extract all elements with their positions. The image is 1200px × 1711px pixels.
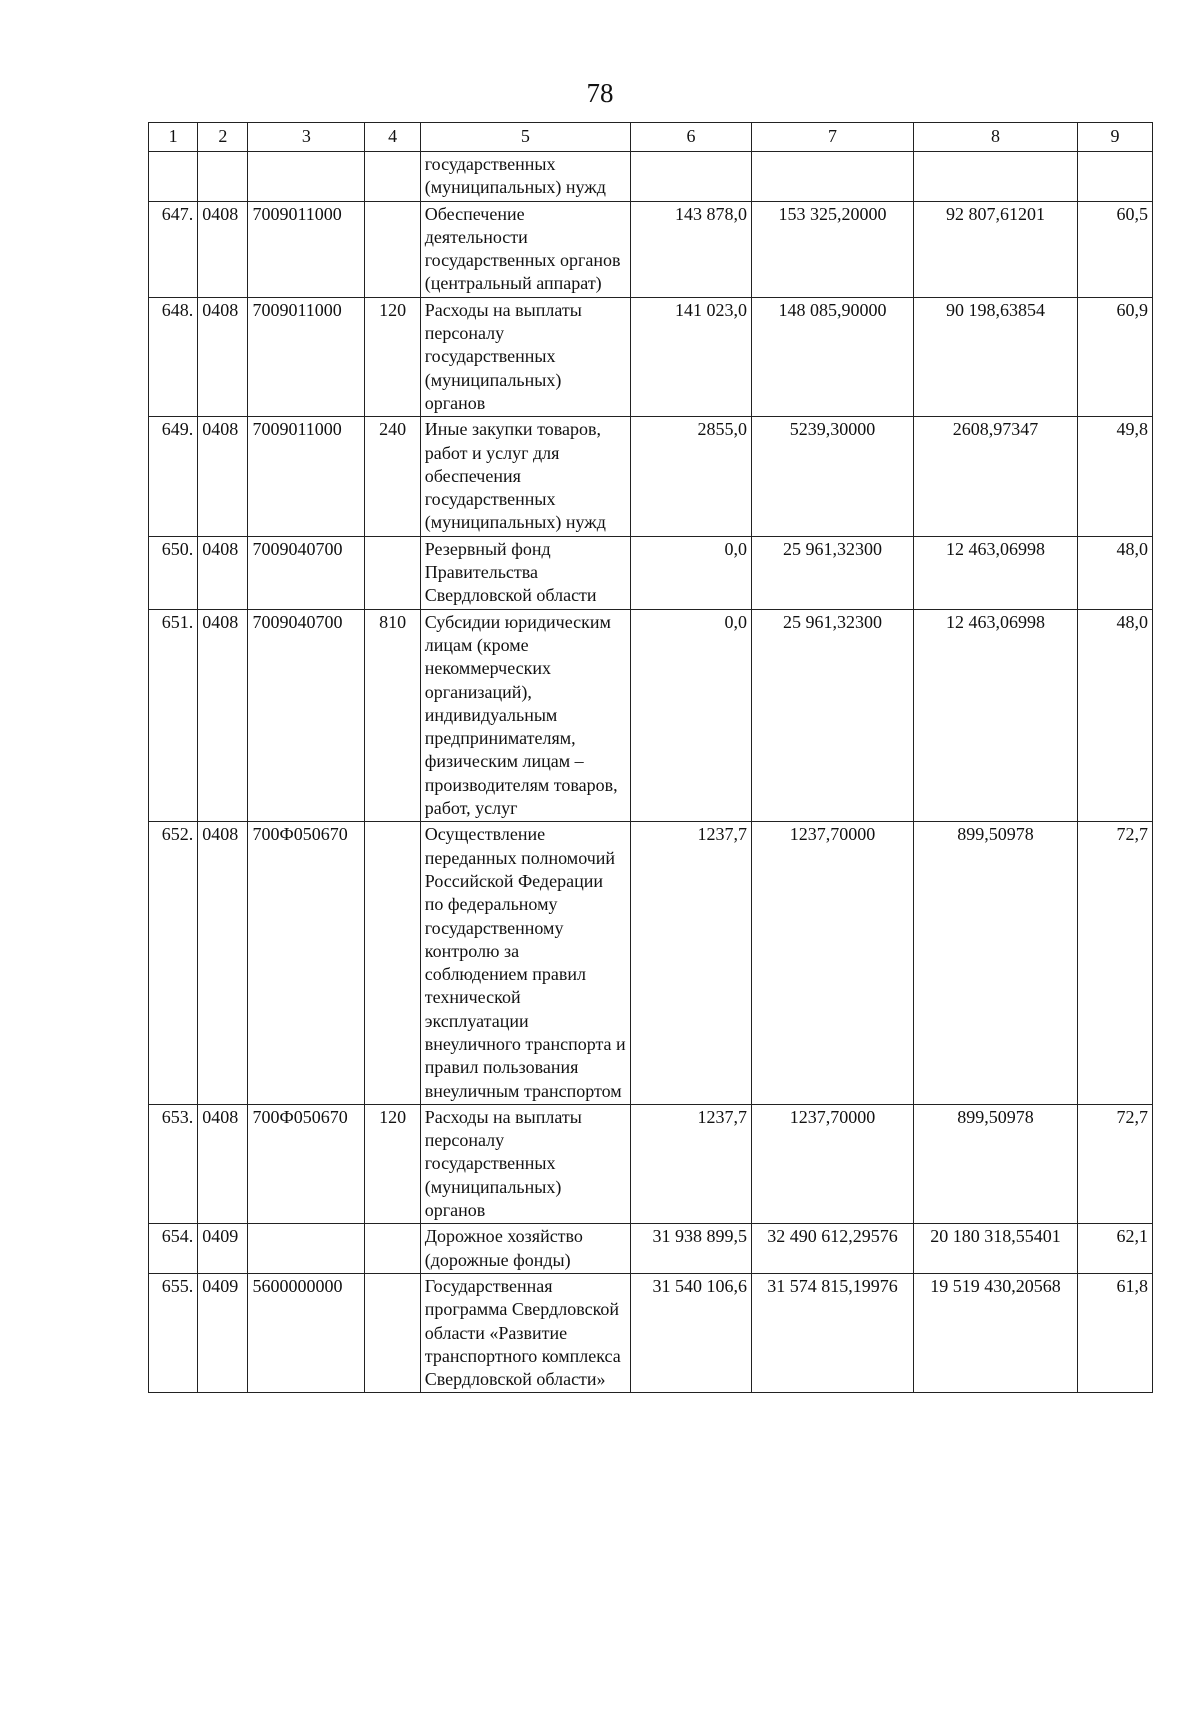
- target-article-code: 7009040700: [248, 609, 365, 822]
- amount-col-6: 0,0: [630, 609, 751, 822]
- amount-col-7: 153 325,20000: [751, 201, 913, 297]
- table-row: [149, 417, 1153, 536]
- section-code: 0408: [198, 1104, 248, 1223]
- section-code: 0408: [198, 417, 248, 536]
- amount-col-6: 143 878,0: [630, 201, 751, 297]
- expense-type-code: [365, 822, 420, 1105]
- amount-col-6: 1237,7: [630, 822, 751, 1105]
- section-code: 0408: [198, 609, 248, 822]
- page-number: 78: [586, 78, 614, 108]
- amount-col-7: 1237,70000: [751, 822, 913, 1105]
- col-header-4: 4: [365, 123, 420, 152]
- table-row: [149, 822, 1153, 1105]
- item-name: Государственная программа Свердловской области «Развитие транспортного комплекса Свердловской области»: [420, 1273, 630, 1392]
- section-code: 0409: [198, 1273, 248, 1392]
- col-header-5: 5: [420, 123, 630, 152]
- row-number: 651.: [149, 609, 198, 822]
- expense-type-code: [365, 1224, 420, 1274]
- budget-table: [148, 122, 1153, 1393]
- amount-col-8: 2608,97347: [914, 417, 1078, 536]
- section-code: 0408: [198, 536, 248, 609]
- amount-col-8: 12 463,06998: [914, 609, 1078, 822]
- expense-type-code: 240: [365, 417, 420, 536]
- item-name: Дорожное хозяйство (дорожные фонды): [420, 1224, 630, 1274]
- item-name: государственных (муниципальных) нужд: [420, 152, 630, 202]
- col-header-2: 2: [198, 123, 248, 152]
- expense-type-code: 120: [365, 297, 420, 416]
- amount-col-7: 25 961,32300: [751, 536, 913, 609]
- amount-col-7: 25 961,32300: [751, 609, 913, 822]
- row-number: 653.: [149, 1104, 198, 1223]
- percent-col-9: 60,5: [1078, 201, 1153, 297]
- target-article-code: 700Ф050670: [248, 822, 365, 1105]
- percent-col-9: 48,0: [1078, 536, 1153, 609]
- percent-col-9: 72,7: [1078, 1104, 1153, 1223]
- amount-col-6: 2855,0: [630, 417, 751, 536]
- percent-col-9: 60,9: [1078, 297, 1153, 416]
- amount-col-7: 5239,30000: [751, 417, 913, 536]
- expense-type-code: 810: [365, 609, 420, 822]
- section-code: 0408: [198, 822, 248, 1105]
- amount-col-8: 12 463,06998: [914, 536, 1078, 609]
- row-number: 647.: [149, 201, 198, 297]
- item-name: Иные закупки товаров, работ и услуг для обеспечения государственных (муниципальных) нужд: [420, 417, 630, 536]
- target-article-code: 5600000000: [248, 1273, 365, 1392]
- amount-col-7: [751, 152, 913, 202]
- amount-col-8: 92 807,61201: [914, 201, 1078, 297]
- table-row: [149, 1224, 1153, 1274]
- expense-type-code: [365, 201, 420, 297]
- table-row: [149, 152, 1153, 202]
- col-header-6: 6: [630, 123, 751, 152]
- item-name: Расходы на выплаты персоналу государственных (муниципальных) органов: [420, 1104, 630, 1223]
- amount-col-8: 20 180 318,55401: [914, 1224, 1078, 1274]
- target-article-code: 7009011000: [248, 201, 365, 297]
- percent-col-9: 49,8: [1078, 417, 1153, 536]
- item-name: Обеспечение деятельности государственных органов (центральный аппарат): [420, 201, 630, 297]
- row-number: 652.: [149, 822, 198, 1105]
- amount-col-7: 31 574 815,19976: [751, 1273, 913, 1392]
- amount-col-8: 899,50978: [914, 1104, 1078, 1223]
- row-number: 649.: [149, 417, 198, 536]
- percent-col-9: 62,1: [1078, 1224, 1153, 1274]
- table-row: [149, 201, 1153, 297]
- amount-col-6: [630, 152, 751, 202]
- amount-col-6: 31 938 899,5: [630, 1224, 751, 1274]
- table-row: [149, 609, 1153, 822]
- section-code: 0409: [198, 1224, 248, 1274]
- section-code: 0408: [198, 201, 248, 297]
- col-header-7: 7: [751, 123, 913, 152]
- percent-col-9: 61,8: [1078, 1273, 1153, 1392]
- target-article-code: [248, 152, 365, 202]
- target-article-code: 7009011000: [248, 417, 365, 536]
- expense-type-code: [365, 536, 420, 609]
- target-article-code: [248, 1224, 365, 1274]
- row-number: 648.: [149, 297, 198, 416]
- item-name: Субсидии юридическим лицам (кроме некоммерческих организаций), индивидуальным предпринимателям, физическим лицам – производителям товаров, работ, услуг: [420, 609, 630, 822]
- amount-col-7: 32 490 612,29576: [751, 1224, 913, 1274]
- amount-col-8: 899,50978: [914, 822, 1078, 1105]
- row-number: 655.: [149, 1273, 198, 1392]
- col-header-3: 3: [248, 123, 365, 152]
- item-name: Резервный фонд Правительства Свердловской области: [420, 536, 630, 609]
- header-row: [149, 123, 1153, 152]
- row-number: 650.: [149, 536, 198, 609]
- percent-col-9: 72,7: [1078, 822, 1153, 1105]
- amount-col-6: 0,0: [630, 536, 751, 609]
- section-code: [198, 152, 248, 202]
- target-article-code: 700Ф050670: [248, 1104, 365, 1223]
- target-article-code: 7009011000: [248, 297, 365, 416]
- amount-col-6: 141 023,0: [630, 297, 751, 416]
- row-number: [149, 152, 198, 202]
- item-name: Расходы на выплаты персоналу государственных (муниципальных) органов: [420, 297, 630, 416]
- col-header-8: 8: [914, 123, 1078, 152]
- table-row: [149, 1104, 1153, 1223]
- percent-col-9: 48,0: [1078, 609, 1153, 822]
- amount-col-8: 19 519 430,20568: [914, 1273, 1078, 1392]
- expense-type-code: 120: [365, 1104, 420, 1223]
- section-code: 0408: [198, 297, 248, 416]
- table-row: [149, 1273, 1153, 1392]
- row-number: 654.: [149, 1224, 198, 1274]
- expense-type-code: [365, 152, 420, 202]
- col-header-1: 1: [149, 123, 198, 152]
- table-body: [149, 152, 1153, 1393]
- amount-col-7: 1237,70000: [751, 1104, 913, 1223]
- item-name: Осуществление переданных полномочий Российской Федерации по федеральному государственному контролю за соблюдением правил технической эксплуатации внеуличного транспорта и правил пользования внеуличным транспортом: [420, 822, 630, 1105]
- table-row: [149, 297, 1153, 416]
- expense-type-code: [365, 1273, 420, 1392]
- percent-col-9: [1078, 152, 1153, 202]
- amount-col-8: 90 198,63854: [914, 297, 1078, 416]
- amount-col-6: 1237,7: [630, 1104, 751, 1223]
- amount-col-7: 148 085,90000: [751, 297, 913, 416]
- col-header-9: 9: [1078, 123, 1153, 152]
- table-row: [149, 536, 1153, 609]
- target-article-code: 7009040700: [248, 536, 365, 609]
- amount-col-6: 31 540 106,6: [630, 1273, 751, 1392]
- amount-col-8: [914, 152, 1078, 202]
